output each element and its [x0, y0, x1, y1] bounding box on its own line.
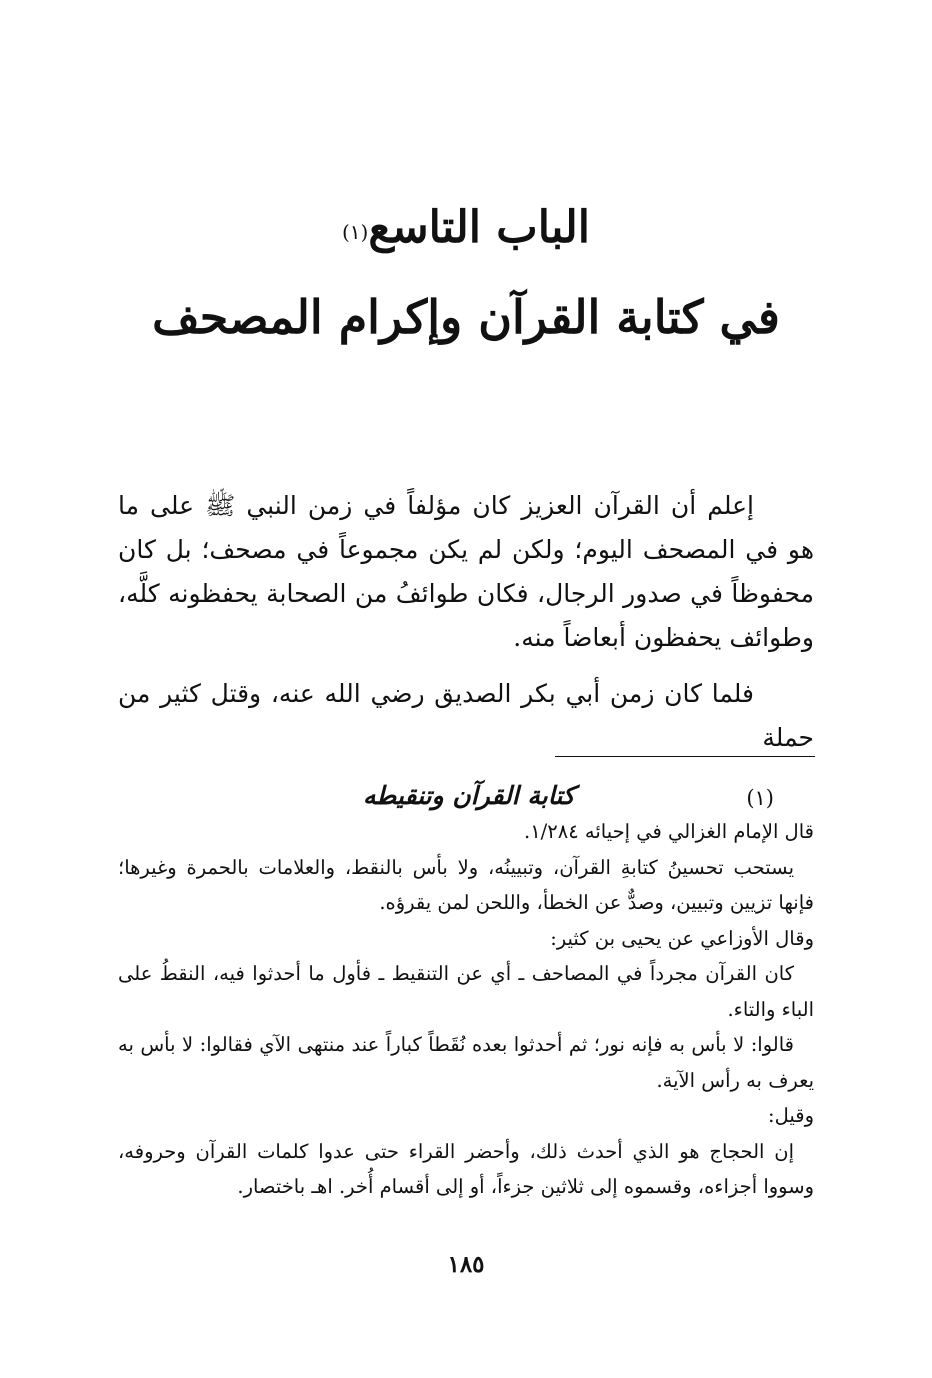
- body-paragraph-1: [118, 484, 814, 660]
- paragraph-text: إعلم أن القرآن العزيز كان مؤلفاً في زمن النبي ﷺ على ما هو في المصحف اليوم؛ ولكن لم يكن مجموعاً في مصحف؛ بل كان محفوظاً في صدور الرجال، فكان طوائفُ من الصحابة يحفظونه كلَّه، وطوائف يحفظون أبعاضاً منه.: [118, 491, 814, 652]
- chapter-title-text: الباب التاسع: [368, 202, 591, 253]
- footnote-line: وقال الأوزاعي عن يحيى بن كثير:: [550, 926, 814, 950]
- footnote-line: يستحب تحسينُ كتابةِ القرآن، وتبيينُه، ولا بأس بالنقط، والعلامات بالحمرة وغيرها؛ فإنها تزيين وتبيين، وصدٌّ عن الخطأ، واللحن لمن يقرؤه.: [118, 855, 814, 914]
- footnote-line: وقيل:: [768, 1104, 814, 1127]
- page-number: ١٨٥: [447, 1251, 485, 1278]
- footnote-line: إن الحجاج هو الذي أحدث ذلك، وأحضر القراء حتى عدوا كلمات القرآن وحروفه، وسووا أجزاءه، وقسموه إلى ثلاثين جزءاً، أو إلى أقسام أُخر. اهـ باختصار.: [118, 1139, 814, 1198]
- footnote-line: قال الإمام الغزالي في إحيائه ١/٢٨٤.: [524, 820, 814, 843]
- footnote-line: قالوا: لا بأس به فإنه نور؛ ثم أحدثوا بعده نُقَطاً كباراً عند منتهى الآي فقالوا: لا بأس به يعرف به رأس الآية.: [118, 1033, 814, 1092]
- footnote-line: كان القرآن مجرداً في المصاحف ـ أي عن التنقيط ـ فأول ما أحدثوا فيه، النقطُ على الباء والتاء.: [118, 962, 814, 1021]
- footnote-divider: [555, 756, 815, 757]
- paragraph-text: فلما كان زمن أبي بكر الصديق رضي الله عنه، وقتل كثير من حملة: [118, 679, 814, 752]
- footnote-body: [118, 814, 814, 1205]
- chapter-title: [120, 198, 812, 258]
- chapter-subtitle: في كتابة القرآن وإكرام المصحف: [152, 290, 780, 344]
- body-paragraph-2: [118, 672, 814, 760]
- footnote-heading: كتابة القرآن وتنقيطه: [363, 781, 575, 810]
- chapter-title-note-ref[interactable]: (١): [341, 220, 369, 244]
- footnote-number: (١): [746, 786, 774, 810]
